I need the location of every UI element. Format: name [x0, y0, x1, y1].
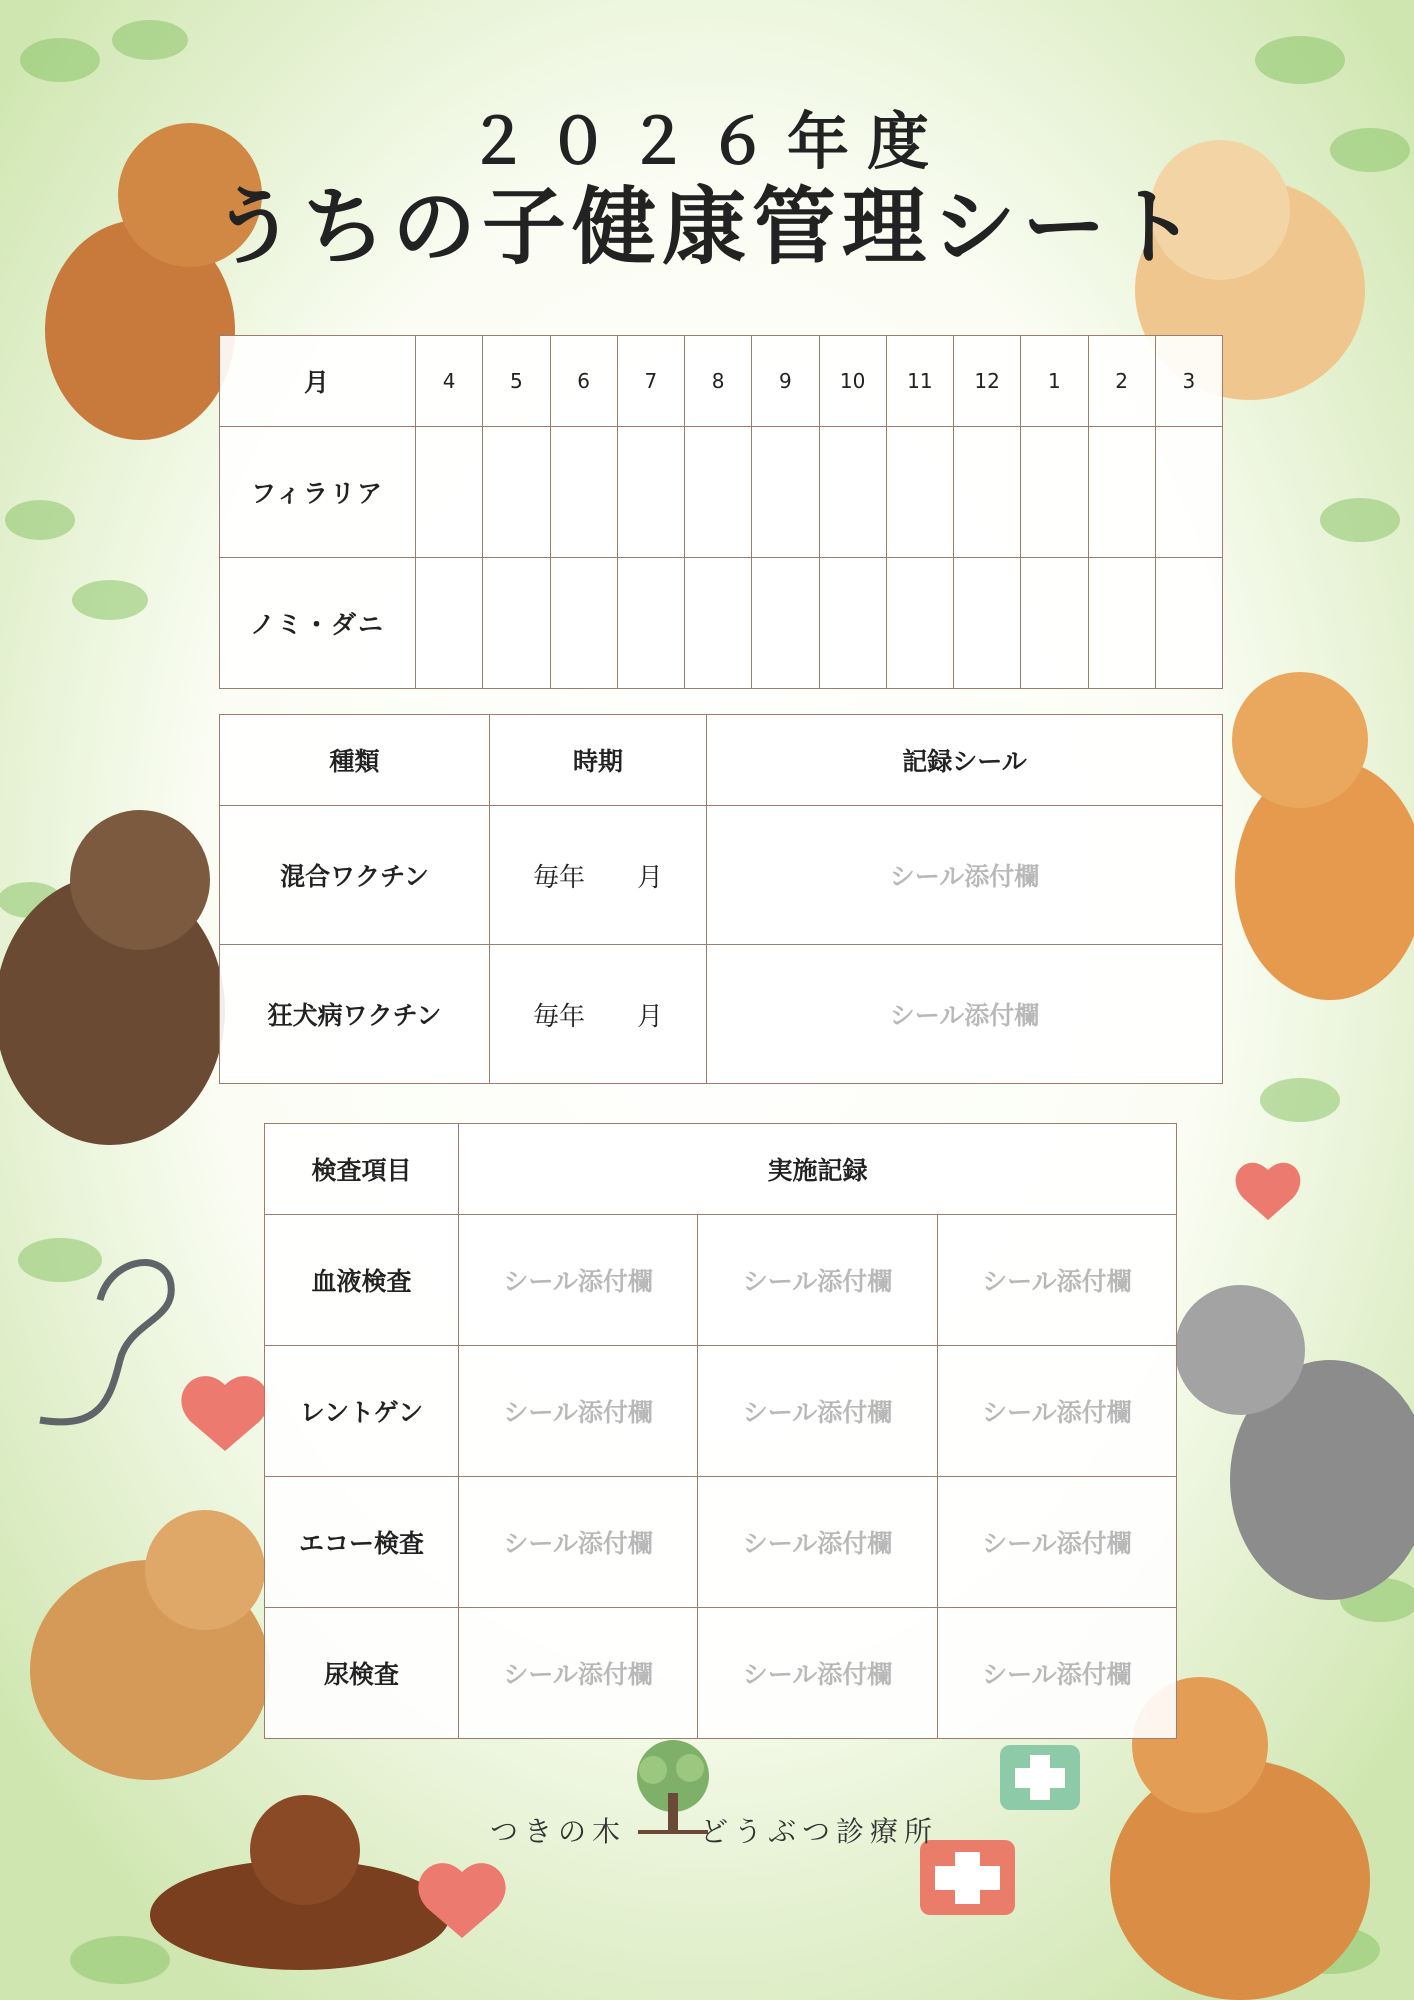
period-suffix: 月 [637, 862, 664, 893]
month-cell: 5 [483, 336, 550, 427]
clinic-name-right: どうぶつ診療所 [700, 1815, 939, 1848]
month-cell: 6 [550, 336, 617, 427]
table-row [265, 1608, 1177, 1739]
month-cell: 10 [819, 336, 886, 427]
year-title: ２０２６年度 [466, 105, 947, 178]
table-row [265, 1346, 1177, 1477]
exam-name: 血液検査 [265, 1215, 459, 1346]
period-prefix: 毎年 [532, 862, 585, 893]
exam-name: エコー検査 [265, 1477, 459, 1608]
vaccine-name: 混合ワクチン [220, 806, 490, 945]
row-label-filaria: フィラリア [220, 427, 416, 558]
record-cell[interactable] [1021, 558, 1088, 689]
vaccine-table [219, 714, 1223, 1084]
month-cell: 11 [886, 336, 953, 427]
table-header-row [220, 715, 1223, 806]
column-header: 実施記録 [459, 1124, 1177, 1215]
vaccine-period-field[interactable] [490, 806, 707, 945]
sticker-area[interactable]: シール添付欄 [698, 1608, 937, 1739]
sticker-area[interactable]: シール添付欄 [937, 1215, 1176, 1346]
clinic-logo [480, 1738, 940, 1848]
month-cell: 4 [416, 336, 483, 427]
table-row [265, 1477, 1177, 1608]
month-cell: 9 [752, 336, 819, 427]
monthly-prevention-table [219, 335, 1223, 689]
table-header-row [220, 336, 1223, 427]
record-cell[interactable] [886, 427, 953, 558]
row-label-flea-tick: ノミ・ダニ [220, 558, 416, 689]
record-cell[interactable] [886, 558, 953, 689]
sticker-area[interactable]: シール添付欄 [459, 1477, 698, 1608]
record-cell[interactable] [550, 558, 617, 689]
sticker-area[interactable]: シール添付欄 [459, 1346, 698, 1477]
column-header: 記録シール [707, 715, 1223, 806]
record-cell[interactable] [1021, 427, 1088, 558]
vaccine-period-field[interactable] [490, 945, 707, 1084]
table-row [220, 806, 1223, 945]
sticker-area[interactable]: シール添付欄 [459, 1608, 698, 1739]
record-cell[interactable] [685, 427, 752, 558]
table-header-row [265, 1124, 1177, 1215]
record-cell[interactable] [1088, 558, 1155, 689]
record-cell[interactable] [1155, 427, 1222, 558]
record-cell[interactable] [685, 558, 752, 689]
sticker-area[interactable]: シール添付欄 [698, 1477, 937, 1608]
record-cell[interactable] [416, 558, 483, 689]
vaccine-name: 狂犬病ワクチン [220, 945, 490, 1084]
exam-name: レントゲン [265, 1346, 459, 1477]
sticker-area[interactable]: シール添付欄 [937, 1608, 1176, 1739]
record-cell[interactable] [617, 427, 684, 558]
exam-table [264, 1123, 1177, 1739]
record-cell[interactable] [1155, 558, 1222, 689]
table-row [220, 427, 1223, 558]
record-cell[interactable] [954, 427, 1021, 558]
record-cell[interactable] [819, 558, 886, 689]
column-header: 種類 [220, 715, 490, 806]
sticker-area[interactable]: シール添付欄 [698, 1346, 937, 1477]
record-cell[interactable] [1088, 427, 1155, 558]
table-row [220, 558, 1223, 689]
month-cell: 12 [954, 336, 1021, 427]
column-header: 時期 [490, 715, 707, 806]
column-header: 検査項目 [265, 1124, 459, 1215]
sticker-area[interactable]: シール添付欄 [459, 1215, 698, 1346]
record-cell[interactable] [483, 427, 550, 558]
month-cell: 3 [1155, 336, 1222, 427]
period-suffix: 月 [637, 1001, 664, 1032]
sticker-area[interactable]: シール添付欄 [937, 1346, 1176, 1477]
table-row [220, 945, 1223, 1084]
sticker-area[interactable]: シール添付欄 [707, 945, 1223, 1084]
record-cell[interactable] [954, 558, 1021, 689]
record-cell[interactable] [819, 427, 886, 558]
table-row [265, 1215, 1177, 1346]
month-cell: 1 [1021, 336, 1088, 427]
record-cell[interactable] [752, 427, 819, 558]
record-cell[interactable] [617, 558, 684, 689]
record-cell[interactable] [483, 558, 550, 689]
month-cell: 2 [1088, 336, 1155, 427]
month-header: 月 [220, 336, 416, 427]
record-cell[interactable] [550, 427, 617, 558]
month-cell: 7 [617, 336, 684, 427]
period-prefix: 毎年 [532, 1001, 585, 1032]
clinic-name-left: つきの木 [490, 1815, 627, 1848]
sticker-area[interactable]: シール添付欄 [698, 1215, 937, 1346]
exam-name: 尿検査 [265, 1608, 459, 1739]
record-cell[interactable] [752, 558, 819, 689]
sticker-area[interactable]: シール添付欄 [707, 806, 1223, 945]
month-cell: 8 [685, 336, 752, 427]
page-title: うちの子健康管理シート [211, 178, 1202, 276]
record-cell[interactable] [416, 427, 483, 558]
sticker-area[interactable]: シール添付欄 [937, 1477, 1176, 1608]
